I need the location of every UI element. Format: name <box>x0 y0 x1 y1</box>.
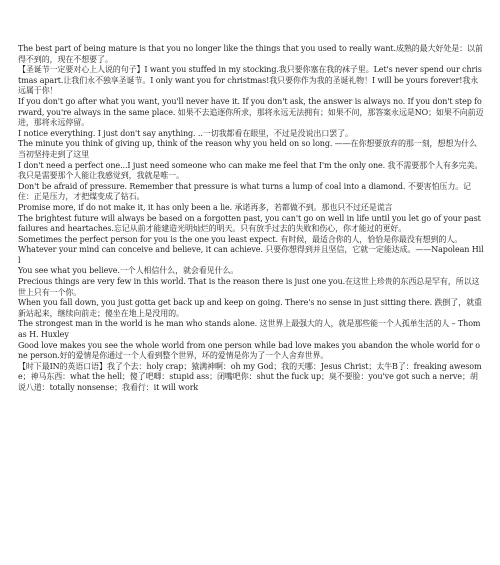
paragraph: The brightest future will always be based on a forgotten past, you can't go on well in life until you let go of your past failures and heartaches.忘记从前才能建造光明灿烂的明天。只有放手过去的失败和伤心，你才能过的更好。 <box>18 213 481 234</box>
paragraph: Don't be afraid of pressure. Remember that pressure is what turns a lump of coal into a diamond. 不要害怕压力。记住：正是压力，才把煤变成了钻石。 <box>18 181 472 202</box>
paragraph: When you fall down, you just gotta get back up and keep on going. There's no sense in just sitting there. 跌倒了，就重新站起来，继续向前走；傻坐在地上是没用的。 <box>18 298 482 318</box>
paragraph: Whatever your mind can conceive and believe, it can achieve. 只要你想得到并且坚信，它就一定能达成。——Napolean Hill <box>18 245 484 265</box>
paragraph: Sometimes the perfect person for you is the one you least expect. 有时候，最适合你的人，恰恰是你最没有想到的人。 <box>18 234 463 244</box>
paragraph: If you don't go after what you want, you'll never have it. If you don't ask, the answer is always no. If you don't step forward, you're always in the same place. 如果不去追逐你所求，那将永远无法拥有；如果不问，那答案永远是NO；如果不向前迈进，那将永远停留。 <box>18 96 484 128</box>
paragraph: The minute you think of giving up, think of the reason why you held on so long. ——在你想要放弃的那一刻，想想为什么当初坚持走到了这里 <box>18 139 477 159</box>
paragraph: 【圣诞节一定要对心上人说的句子】I want you stuffed in my stocking.我只要你塞在我的袜子里。Let's never spend our christmas apart.让我们永不独享圣诞节。I only want you for christmas!我只要你作为我的圣诞礼物！I will be yours forever!我永远属于你！ <box>18 65 482 96</box>
paragraph: Precious things are very few in this world. That is the reason there is just one you.在这世上珍贵的东西总是罕有，所以这世上只有一个你。 <box>18 277 480 297</box>
paragraph: I don't need a perfect one...I just need someone who can make me feel that I'm the only one. 我不需要那个人有多完美。我只是需要那个人能让我感觉到，我就是唯一。 <box>18 160 483 181</box>
paragraph: 【时下最IN的英语口语】我了个去：holy crap；猿满神啊：oh my God；我的天哪：Jesus Christ；太牛B了：freaking awesome；神马东西：what the hell；傻了吧唧：stupid ass；闭嘴吧你：shut the fuck up；臭不要脸：you've got such a nerve；胡说八道：totally nonsense；我看行：it will work <box>18 361 482 392</box>
paragraph: The best part of being mature is that you no longer like the things that you used to really want.成熟的最大好处是：以前得不到的，现在不想要了。 <box>18 44 483 64</box>
paragraph: Promise more, if do not make it, it has only been a lie. 承诺再多，若都做不到。那也只不过还是谎言 <box>18 202 393 212</box>
article-body <box>18 44 484 394</box>
paragraph: I notice everything. I just don't say anything. ..一切我都看在眼里，不过是没说出口罢了。 <box>18 128 353 138</box>
paragraph: Good love makes you see the whole world from one person while bad love makes you abandon the whole world for one person.好的爱情是你通过一个人看到整个世界，坏的爱情是你为了一个人舍弃世界。 <box>18 340 481 361</box>
paragraph: You see what you believe.一个人相信什么，就会看见什么。 <box>18 266 239 276</box>
paragraph: The strongest man in the world is he man who stands alone. 这世界上最强大的人，就是那些能一个人孤单生活的人 – Thomas H. Huxley <box>18 319 481 340</box>
